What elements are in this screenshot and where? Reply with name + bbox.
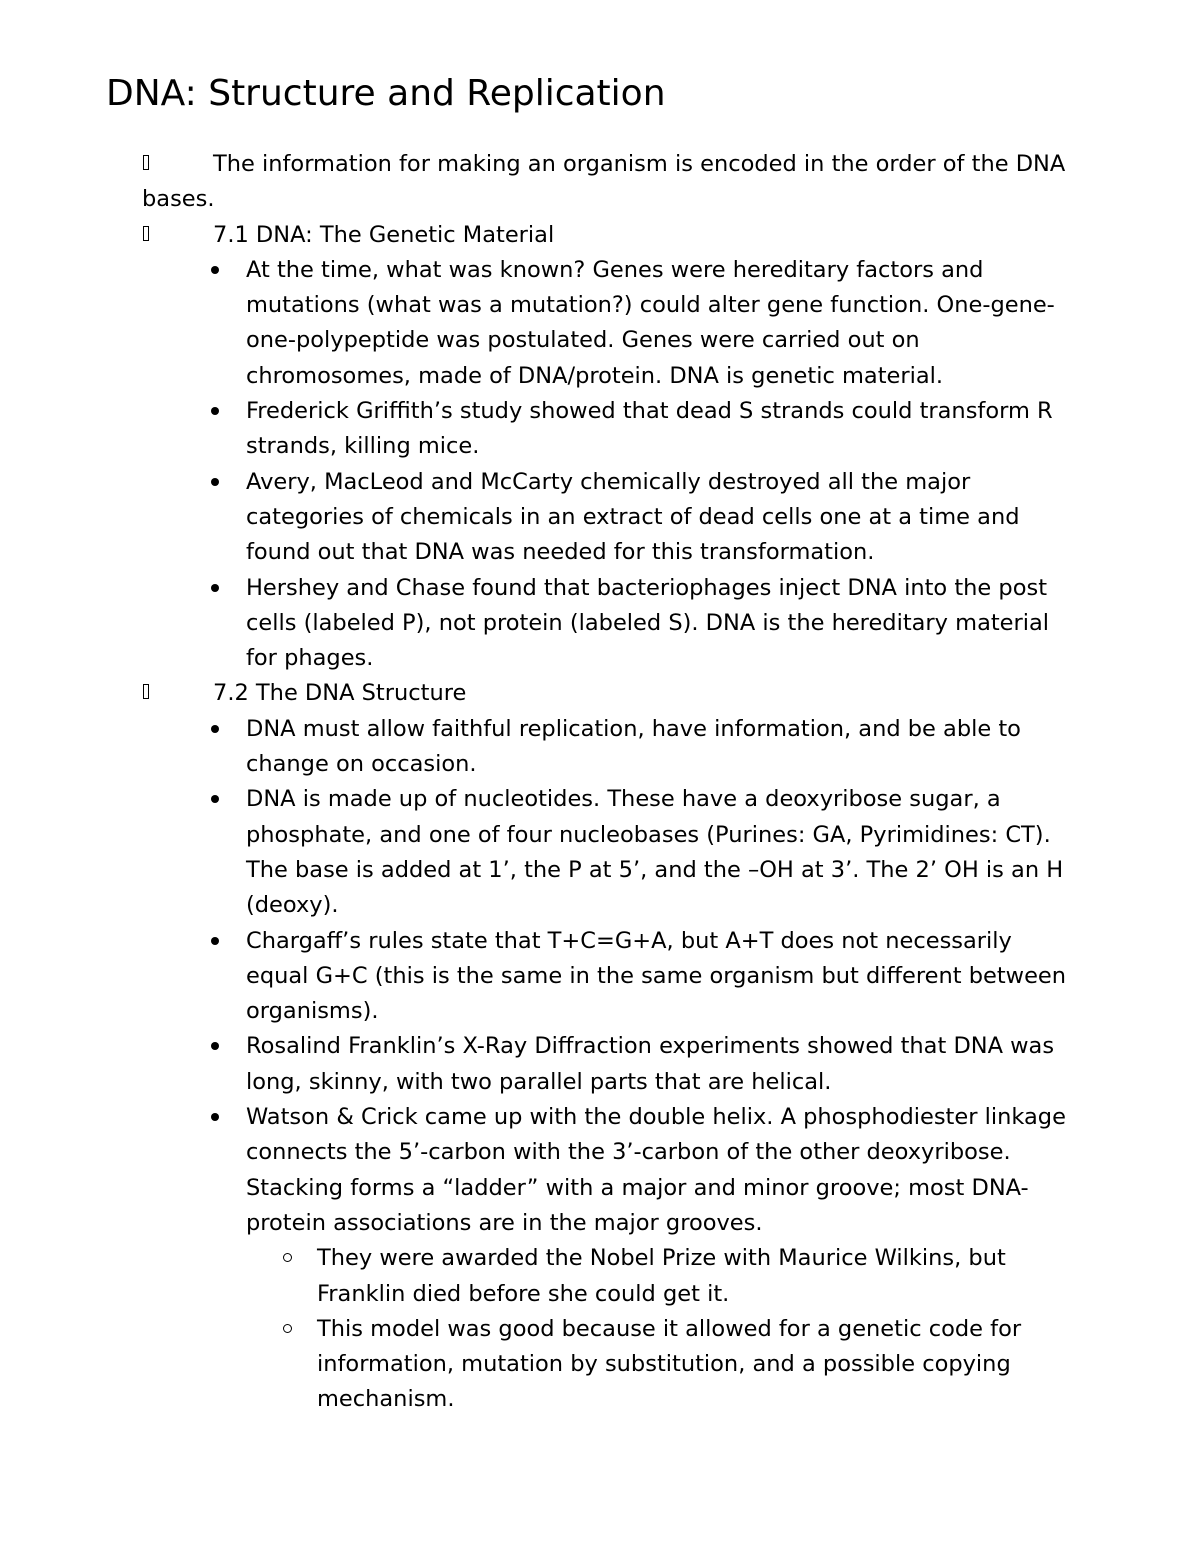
list-item — [0, 253, 1200, 394]
hollow-bullet-icon — [283, 1253, 292, 1262]
document-body — [0, 147, 1200, 1418]
list-item — [0, 394, 1200, 465]
list-item — [0, 465, 1200, 571]
section-heading-text: 7.1 DNA: The Genetic Material — [213, 221, 555, 248]
bullet-icon — [211, 584, 219, 592]
sub-list-item-text: They were awarded the Nobel Prize with Maurice Wilkins, but Franklin died before she could get it. — [317, 1245, 1006, 1307]
list-item-text: Frederick Griffith’s study showed that dead S strands could transform R strands, killing mice. — [246, 398, 1053, 460]
list-item — [0, 571, 1200, 677]
list-item — [0, 712, 1200, 783]
bullet-icon — [211, 478, 219, 486]
section-heading-text: 7.2 The DNA Structure — [213, 680, 467, 707]
section-7-1-bullet-list — [0, 253, 1200, 677]
sub-list-item — [0, 1312, 1200, 1418]
list-item — [0, 1029, 1200, 1100]
bullet-icon — [211, 937, 219, 945]
list-item — [0, 924, 1200, 1030]
list-item-main — [0, 1100, 1200, 1241]
bullet-icon — [211, 1113, 219, 1121]
section-heading-7-2 — [0, 676, 1200, 711]
intro-paragraph — [0, 147, 1200, 218]
list-item-text: Avery, MacLeod and McCarty chemically destroyed all the major categories of chemicals in an extract of dead cells one at a time and found out that DNA was needed for this transformation. — [246, 468, 1020, 566]
bullet-icon — [211, 266, 219, 274]
box-glyph-icon — [142, 676, 154, 711]
list-item — [0, 1100, 1200, 1418]
list-item — [0, 782, 1200, 923]
list-item-text: DNA is made up of nucleotides. These have a deoxyribose sugar, a phosphate, and one of four nucleobases (Purines: GA, Pyrimidines: CT). The base is added at 1’, the P at 5’, and the –OH at 3’. The 2’ OH is an H (deoxy). — [246, 786, 1064, 919]
bullet-icon — [211, 795, 219, 803]
intro-text: The information for making an organism is encoded in the order of the DNA bases. — [142, 151, 1066, 213]
hollow-bullet-icon — [283, 1324, 292, 1333]
list-item-text: DNA must allow faithful replication, have information, and be able to change on occasion. — [246, 715, 1021, 778]
bullet-icon — [211, 1042, 219, 1050]
list-item-text: At the time, what was known? Genes were hereditary factors and mutations (what was a mutation?) could alter gene function. One-gene-one-polypeptide was postulated. Genes were carried out on chromosomes, made of DNA/protein. DNA is genetic material. — [246, 256, 1055, 389]
sub-list-item-text: This model was good because it allowed for a genetic code for information, mutation by substitution, and a possible copying mechanism. — [317, 1315, 1022, 1413]
box-glyph-icon — [142, 218, 154, 253]
page-title: DNA: Structure and Replication — [106, 73, 666, 114]
sub-bullet-list — [0, 1241, 1200, 1417]
list-item-text: Watson & Crick came up with the double helix. A phosphodiester linkage connects the 5’-carbon with the 3’-carbon of the other deoxyribose. Stacking forms a “ladder” with a major and minor groove; most DNA-protein associations are in the major grooves. — [246, 1104, 1066, 1236]
section-heading-7-1 — [0, 218, 1200, 253]
list-item-text: Hershey and Chase found that bacteriophages inject DNA into the post cells (labeled P), not protein (labeled S). DNA is the hereditary material for phages. — [246, 574, 1050, 672]
list-item-text: Rosalind Franklin’s X-Ray Diffraction experiments showed that DNA was long, skinny, with two parallel parts that are helical. — [246, 1033, 1055, 1095]
bullet-icon — [211, 407, 219, 415]
sub-list-item — [0, 1241, 1200, 1312]
list-item-text: Chargaff’s rules state that T+C=G+A, but A+T does not necessarily equal G+C (this is the same in the same organism but different between organisms). — [246, 927, 1067, 1025]
box-glyph-icon — [142, 147, 154, 182]
section-7-2-bullet-list — [0, 712, 1200, 1418]
bullet-icon — [211, 725, 219, 733]
